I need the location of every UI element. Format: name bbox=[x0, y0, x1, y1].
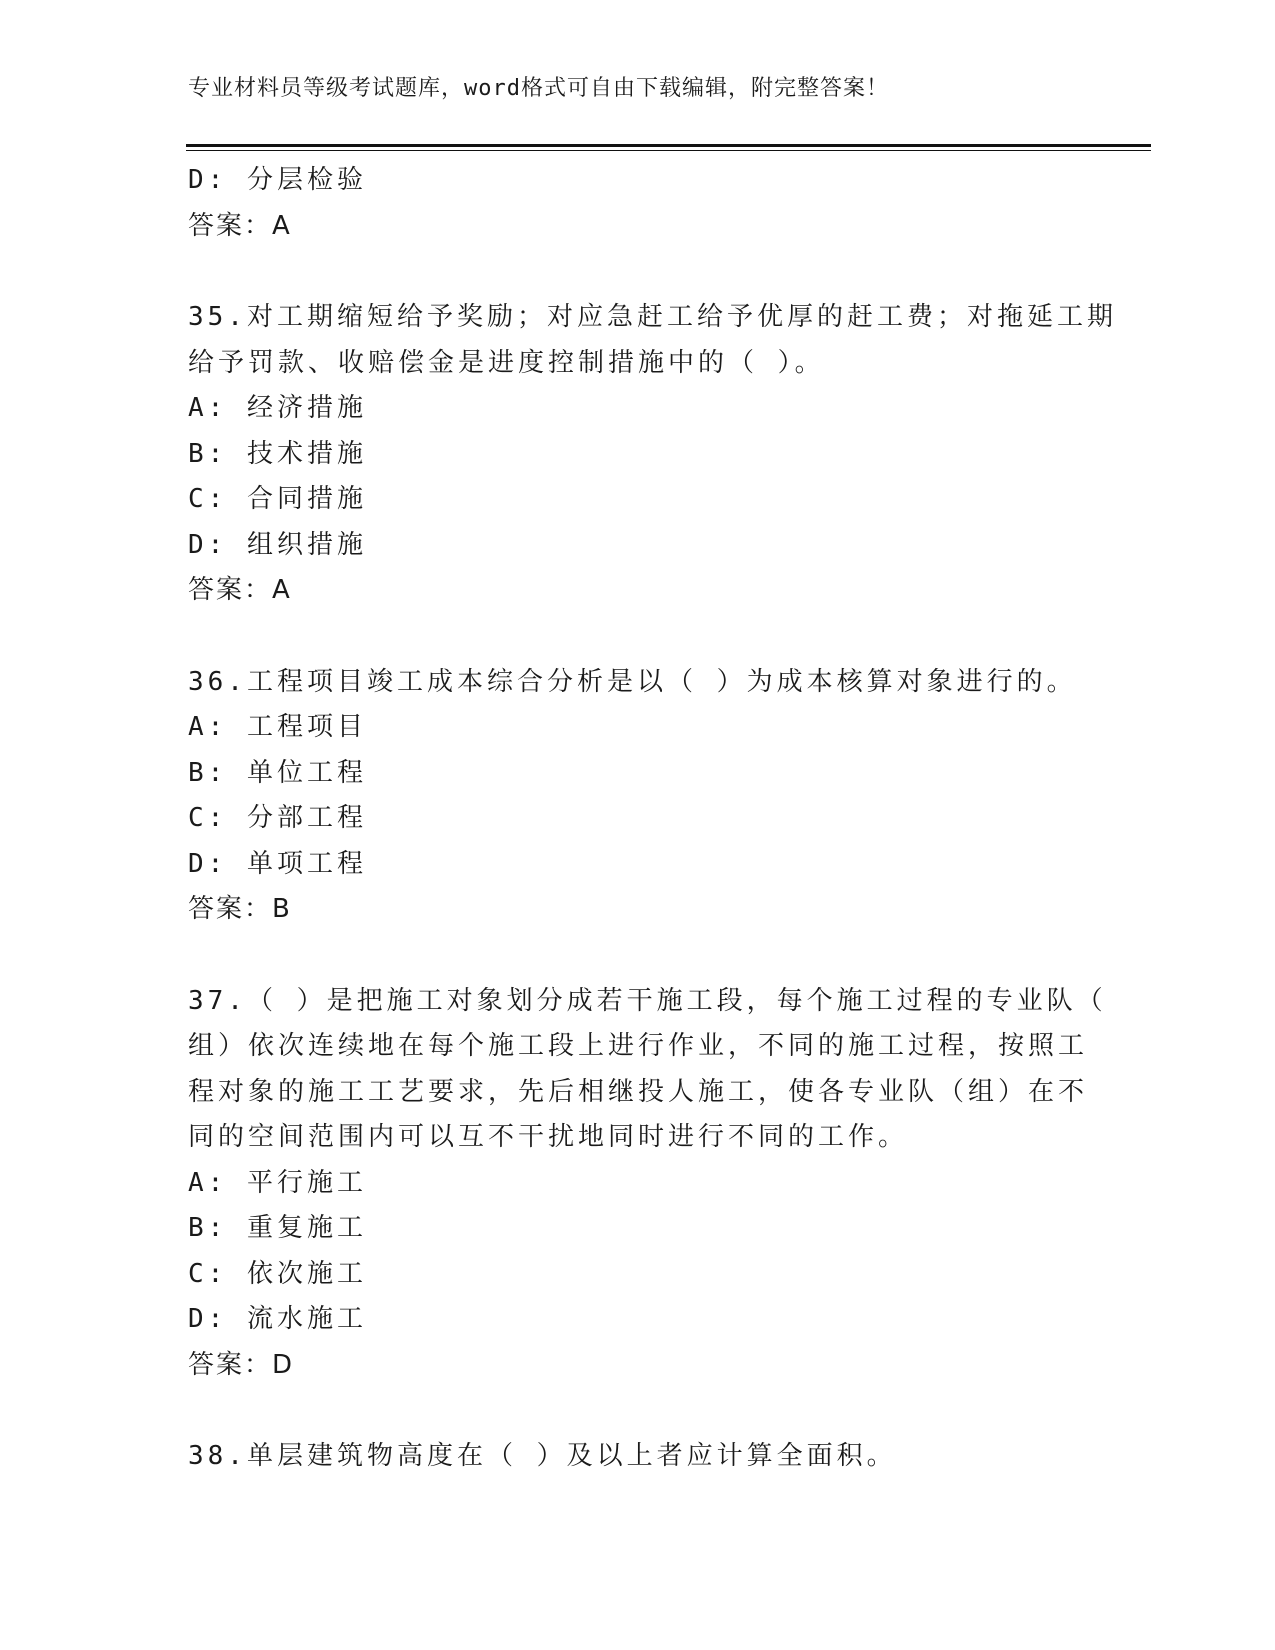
option-c: C: 依次施工 bbox=[188, 1258, 367, 1289]
question-37 bbox=[188, 979, 1107, 1389]
option-d: D: 流水施工 bbox=[188, 1304, 367, 1334]
previous-question-tail bbox=[188, 158, 1088, 249]
option-c: C: 分部工程 bbox=[188, 803, 367, 833]
header-rule-thin bbox=[186, 150, 1151, 151]
option-b: B: 技术措施 bbox=[188, 438, 367, 469]
question-35 bbox=[188, 295, 1117, 614]
answer: 答案：A bbox=[188, 210, 292, 241]
option-a: A: 平行施工 bbox=[188, 1167, 367, 1198]
option-d: D: 分层检验 bbox=[188, 165, 367, 195]
question-text: 程对象的施工工艺要求，先后相继投人施工，使各专业队（组）在不 bbox=[188, 1076, 1089, 1107]
option-d: D: 组织措施 bbox=[188, 529, 367, 560]
page-header: 专业材料员等级考试题库，word格式可自由下载编辑，附完整答案！ bbox=[188, 76, 889, 101]
header-rule-thick bbox=[186, 144, 1151, 147]
question-text: 组）依次连续地在每个施工段上进行作业，不同的施工过程，按照工 bbox=[188, 1031, 1089, 1061]
question-38 bbox=[188, 1434, 1088, 1480]
question-text: 37.（ ）是把施工对象划分成若干施工段，每个施工过程的专业队（ bbox=[188, 985, 1107, 1016]
option-d: D: 单项工程 bbox=[188, 848, 367, 879]
question-text: 38.单层建筑物高度在（ ）及以上者应计算全面积。 bbox=[188, 1441, 897, 1471]
option-a: A: 工程项目 bbox=[188, 712, 367, 742]
question-text: 35.对工期缩短给予奖励；对应急赶工给予优厚的赶工费；对拖延工期 bbox=[188, 302, 1117, 332]
question-text: 同的空间范围内可以互不干扰地同时进行不同的工作。 bbox=[188, 1122, 909, 1152]
option-b: B: 单位工程 bbox=[188, 757, 367, 788]
option-c: C: 合同措施 bbox=[188, 484, 367, 514]
answer: 答案：D bbox=[188, 1349, 295, 1380]
answer: 答案：B bbox=[188, 894, 292, 924]
question-text: 给予罚款、收赔偿金是进度控制措施中的（ ）。 bbox=[188, 347, 825, 378]
question-text: 36.工程项目竣工成本综合分析是以（ ）为成本核算对象进行的。 bbox=[188, 666, 1077, 697]
document-body bbox=[188, 158, 1117, 1480]
option-b: B: 重复施工 bbox=[188, 1213, 367, 1243]
option-a: A: 经济措施 bbox=[188, 393, 367, 423]
answer: 答案：A bbox=[188, 575, 292, 605]
question-36 bbox=[188, 660, 1088, 933]
